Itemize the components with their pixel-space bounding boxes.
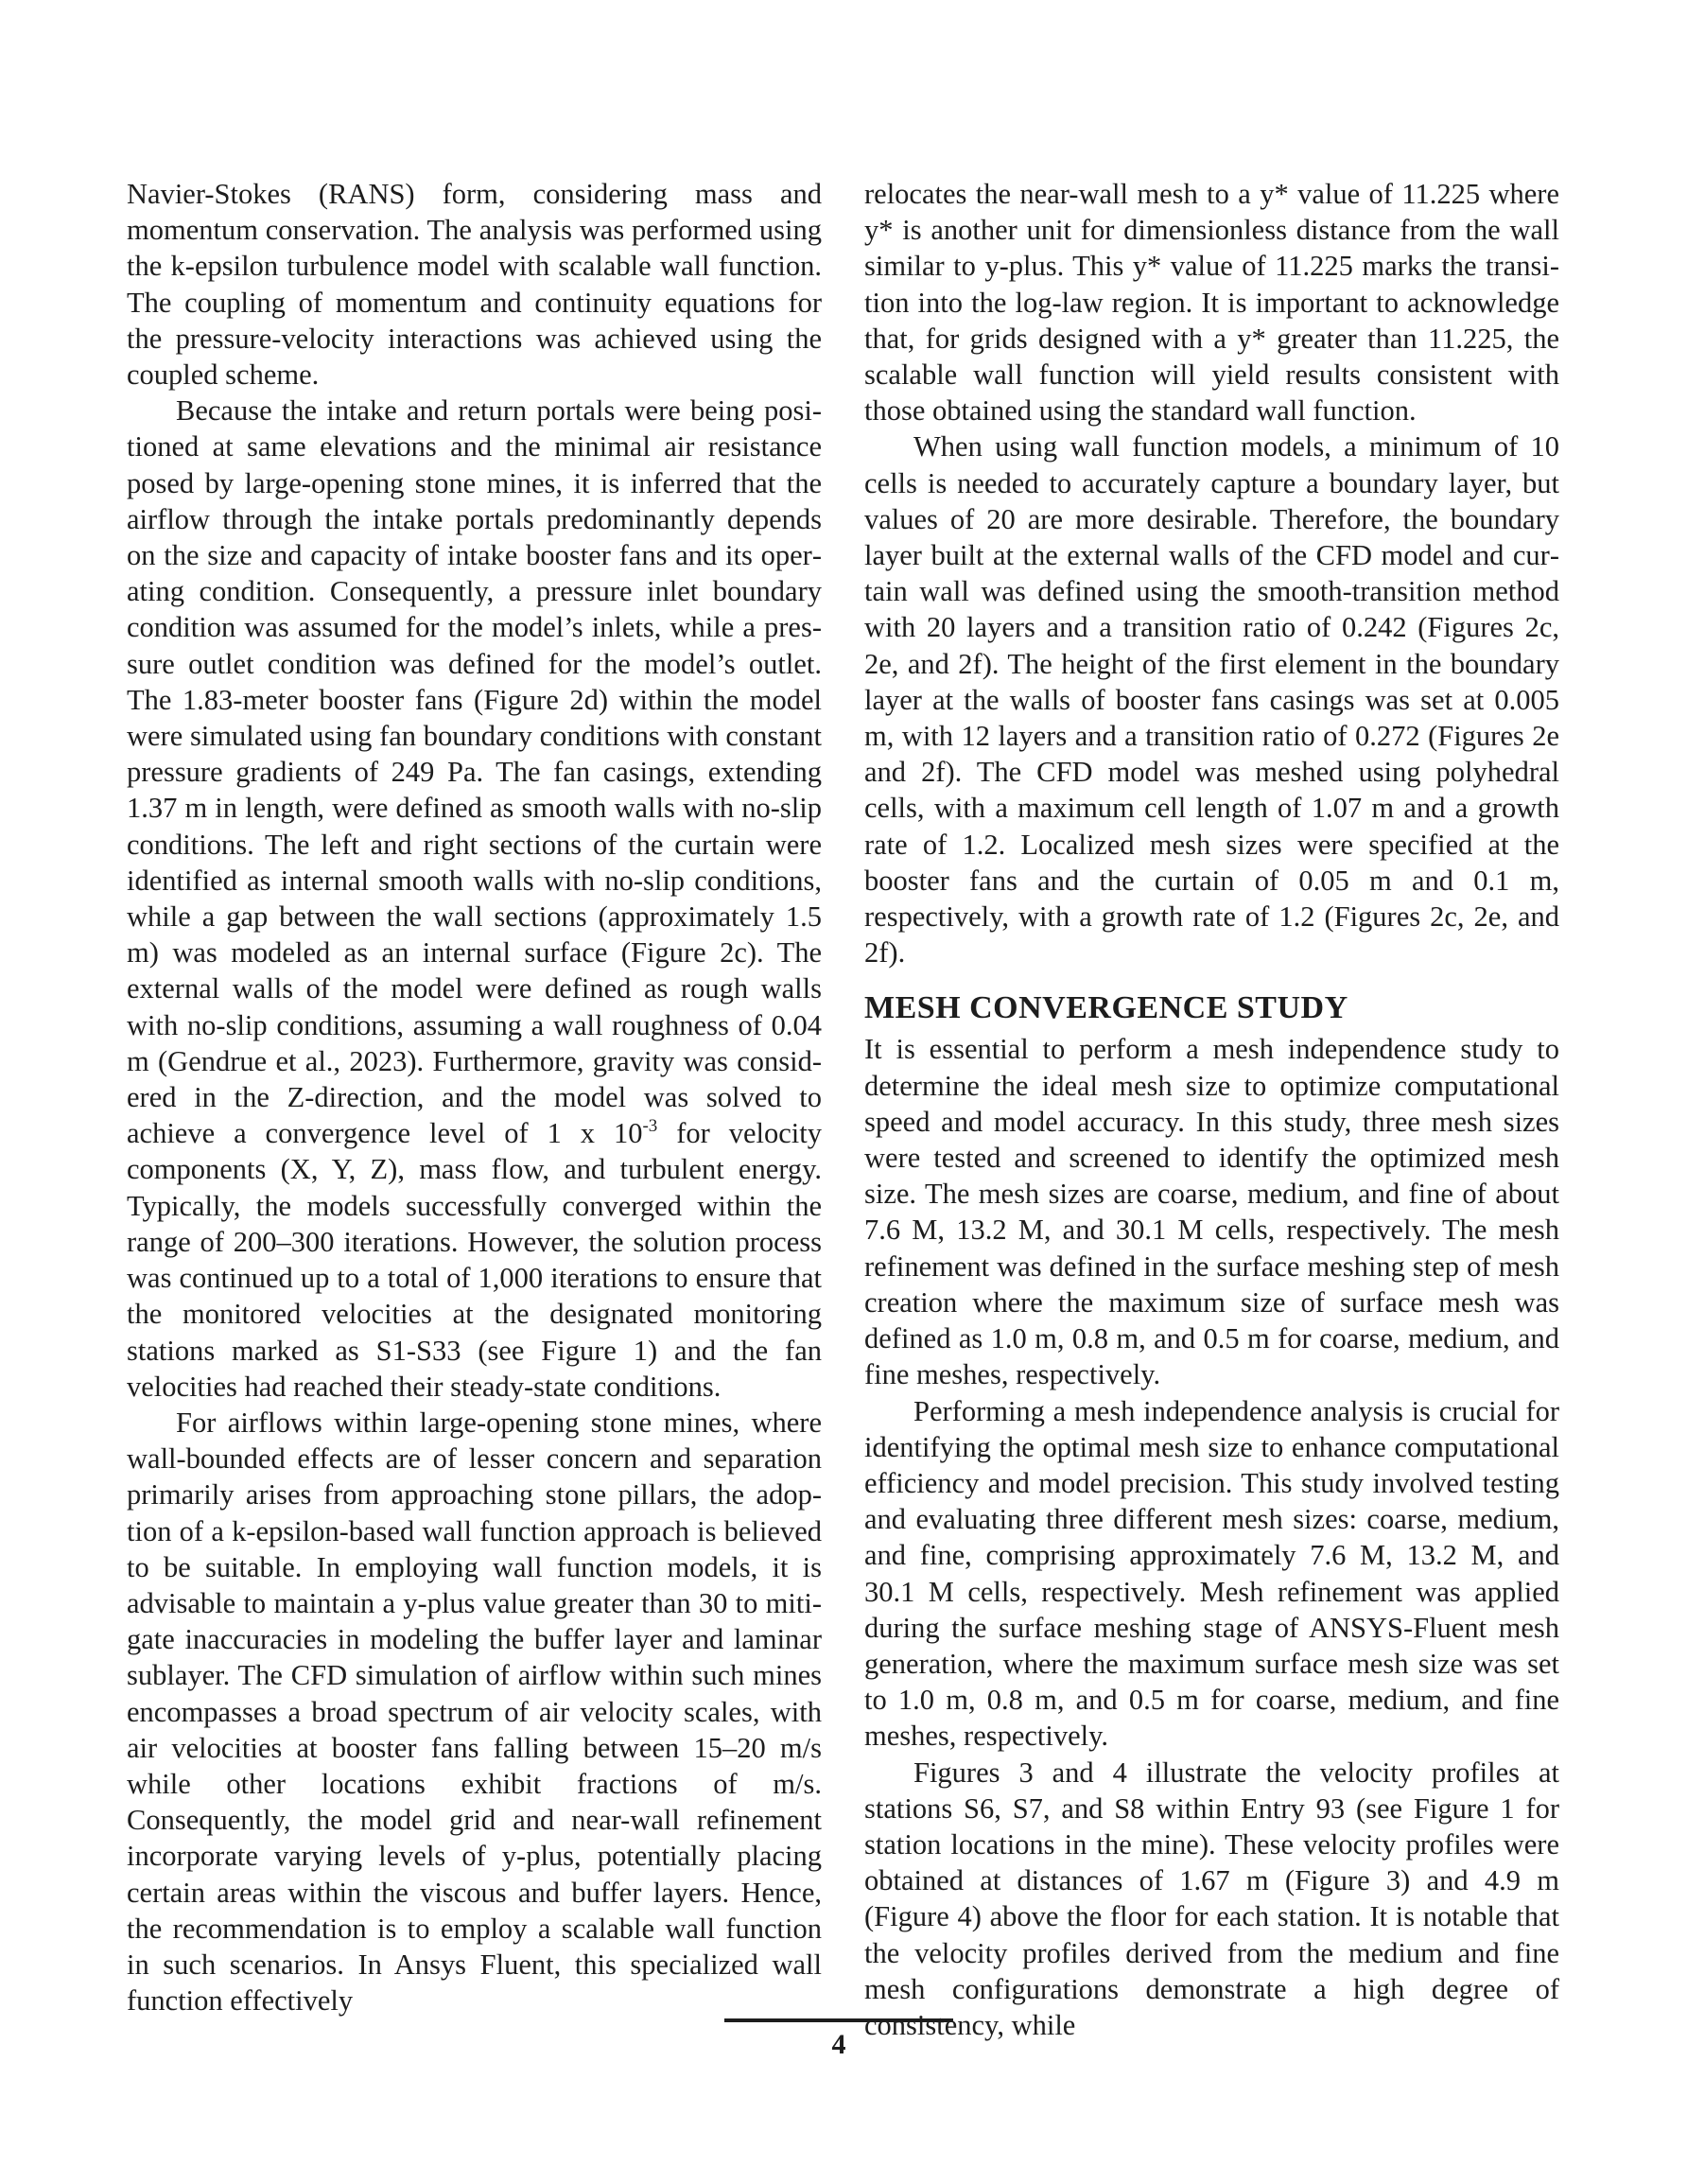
right-paragraph-3: It is essential to perform a mesh independence study to determine the ideal mesh size to optimize computational speed and model accuracy. In this study, three mesh sizes were tested and screened to identify the optimized mesh size. The mesh sizes are coarse, medium, and fine of about 7.6 M, 13.2 M, and 30.1 M cells, respectively. The mesh refinement was defined in the surface meshing step of mesh creation where the maximum size of surface mesh was defined as 1.0 m, 0.8 m, and 0.5 m for coarse, medium, and fine meshes, respectively. bbox=[864, 1033, 1559, 1391]
left-paragraph-2 bbox=[127, 393, 822, 1405]
right-paragraph-4: Performing a mesh independence analysis is crucial for identifying the optimal mesh size to enhance computational efficiency and model precision. This study involved testing and evaluating three different mesh sizes: coarse, medium, and fine, comprising approximately 7.6 M, 13.2 M, and 30.1 M cells, respectively. Mesh refinement was applied during the surface meshing stage of ANSYS-Fluent mesh generation, where the maximum surface mesh size was set to 1.0 m, 0.8 m, and 0.5 m for coarse, medium, and fine meshes, respectively. bbox=[864, 1394, 1559, 1753]
right-column bbox=[864, 176, 1559, 2043]
right-paragraph-2: When using wall function models, a minimum of 10 cells is needed to accurately capture a boundary layer, but values of 20 are more desirable. Therefore, the boundary layer built at the external walls of the CFD model and curtain wall was defined using the smooth-transition method with 20 layers and a transition ratio of 0.242 (Figures 2c, 2e, and 2f). The height of the first element in the boundary layer at the walls of booster fans casings was set at 0.005 m, with 12 layers and a transition ratio of 0.272 (Figures 2e and 2f). The CFD model was meshed using polyhedral cells, with a maximum cell length of 1.07 m and a growth rate of 1.2. Localized mesh sizes were specified at the booster fans and the curtain of 0.05 m and 0.1 m, respectively, with a growth rate of 1.2 (Figures 2c, 2e, and 2f). bbox=[864, 430, 1559, 970]
right-paragraph-5: Figures 3 and 4 illustrate the velocity profiles at stations S6, S7, and S8 within Entry 93 (see Figure 1 for station locations in the mine). These velocity profiles were obtained at distances of 1.67 m (Figure 3) and 4.9 m (Figure 4) above the floor for each station. It is notable that the velocity profiles derived from the medium and fine mesh configurations demonstrate a high degree of consistency, while bbox=[864, 1756, 1559, 2041]
left-paragraph-2-continuation: for velocity components (X, Y, Z), mass flow, and turbulent energy. Typically, the models successfully converged within the range of 200–300 iterations. However, the solution process was continued up to a total of 1,000 iterations to ensure that the monitored velocities at the designated monitoring stations marked as S1-S33 (see Figure 1) and the fan velocities had reached their steady-state conditions. bbox=[127, 1117, 823, 1403]
page-number: 4 bbox=[831, 2029, 846, 2060]
exponent-superscript: -3 bbox=[642, 1116, 658, 1137]
section-heading-mesh-convergence: MESH CONVERGENCE STUDY bbox=[864, 990, 1348, 1026]
left-paragraph-2-text: Because the intake and return portals were being positioned at same elevations and the minimal air resistance posed by large-opening stone mines, it is inferred that the airflow through the intake portals predominantly depends on the size and capacity of intake booster fans and its operating condition. Consequently, a pressure inlet boundary condition was assumed for the model’s inlets, while a pressure outlet condition was defined for the model’s outlet. The 1.83-meter booster fans (Figure 2d) within the model were simulated using fan boundary conditions with constant pressure gradients of 249 Pa. The fan casings, extending 1.37 m in length, were defined as smooth walls with no-slip conditions. The left and right sections of the curtain were identified as internal smooth walls with no-slip conditions, while a gap between the wall sections (approximately 1.5 m) was modeled as an internal surface (Figure 2c). The external walls of the model were defined as rough walls with no-slip conditions, assuming a wall roughness of 0.04 m (Gendrue et al., 2023). Furthermore, gravity was considered in the Z-direction, and the model was solved to achieve a convergence level of 1 x 10 bbox=[127, 394, 822, 1150]
left-paragraph-1: Navier-Stokes (RANS) form, considering mass and momentum conservation. The analysis was performed using the k-epsilon turbulence model with scalable wall function. The coupling of momentum and continuity equations for the pressure-velocity interactions was achieved using the coupled scheme. bbox=[127, 178, 822, 392]
left-column bbox=[127, 176, 822, 2018]
footer-rule bbox=[724, 2018, 953, 2022]
right-paragraph-1: relocates the near-wall mesh to a y* value of 11.225 where y* is another unit for dimensionless distance from the wall similar to y-plus. This y* value of 11.225 marks the transition into the log-law region. It is important to acknowledge that, for grids designed with a y* greater than 11.225, the scalable wall function will yield results consistent with those obtained using the standard wall function. bbox=[864, 178, 1559, 428]
left-paragraph-3: For airflows within large-opening stone mines, where wall-bounded effects are of lesser concern and separation primarily arises from approaching stone pillars, the adoption of a k-epsilon-based wall function approach is believed to be suitable. In employing wall function models, it is advisable to maintain a y-plus value greater than 30 to mitigate inaccuracies in modeling the buffer layer and laminar sublayer. The CFD simulation of airflow within such mines encompasses a broad spectrum of air velocity scales, with air velocities at booster fans falling between 15–20 m/s while other locations exhibit fractions of m/s. Consequently, the model grid and near-wall refinement incorporate varying levels of y-plus, potentially placing certain areas within the viscous and buffer layers. Hence, the recommendation is to employ a scalable wall function in such scenarios. In Ansys Fluent, this specialized wall function effectively bbox=[127, 1406, 822, 2018]
